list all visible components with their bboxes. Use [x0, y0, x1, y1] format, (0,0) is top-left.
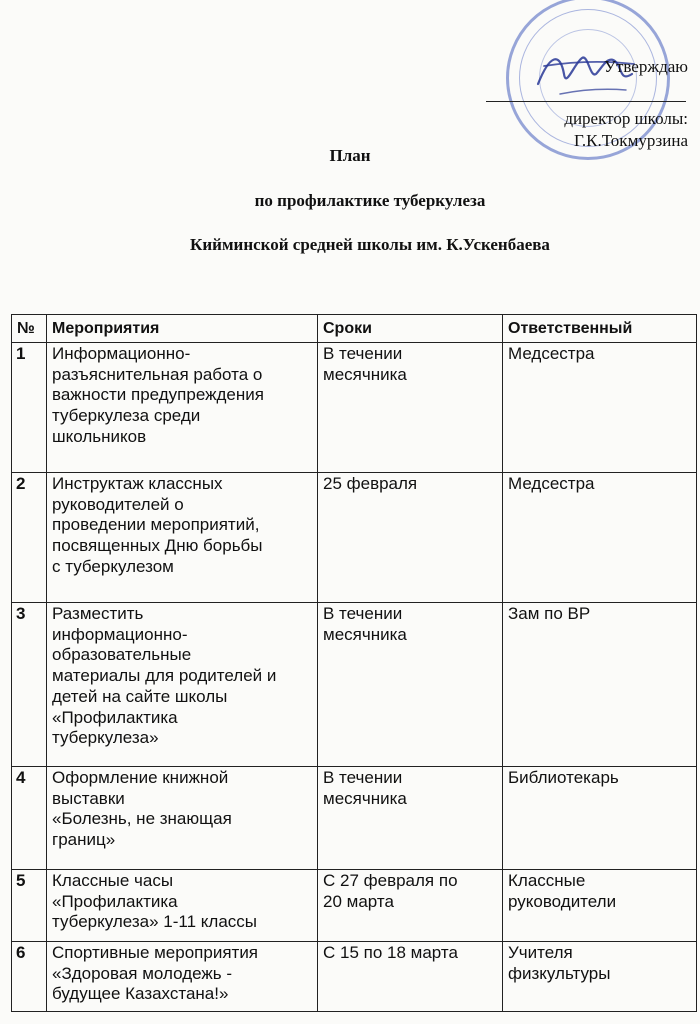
event-line: информационно- — [52, 624, 188, 644]
director-name: Г.К.Токмурзина — [573, 131, 688, 150]
event-line: руководителей о — [52, 494, 184, 514]
responsible-line: Медсестра — [508, 344, 595, 363]
event-line: «Здоровая молодежь - — [52, 963, 232, 983]
table-row — [12, 942, 697, 1012]
table-row — [12, 767, 697, 870]
date-cell — [318, 942, 503, 1012]
responsible-line: руководители — [508, 891, 617, 911]
table-body — [12, 343, 697, 1012]
header-events: Мероприятия — [47, 315, 318, 343]
responsible-line: физкультуры — [508, 963, 611, 983]
row-number: 2 — [12, 473, 47, 603]
event-line: границ» — [52, 830, 116, 850]
event-line: образовательные — [52, 645, 192, 665]
approval-block — [490, 0, 700, 160]
event-line: Спортивные мероприятия — [52, 943, 259, 962]
event-line: с туберкулезом — [52, 556, 174, 576]
event-line: Инструктаж классных — [52, 474, 223, 493]
event-line: важности предупреждения — [52, 385, 264, 405]
approve-word: Утверждаю — [603, 57, 688, 76]
date-line: В течении — [323, 604, 403, 623]
date-line: 20 марта — [323, 891, 394, 911]
row-number: 1 — [12, 343, 47, 473]
table-row — [12, 473, 697, 603]
event-cell — [47, 767, 318, 870]
date-line: 25 февраля — [323, 474, 418, 493]
date-line: С 15 по 18 марта — [323, 943, 458, 962]
event-line: туберкулеза» — [52, 728, 159, 748]
event-cell — [47, 942, 318, 1012]
event-line: «Профилактика — [52, 891, 178, 911]
plan-table — [11, 314, 697, 1012]
date-line: месячника — [323, 624, 407, 644]
responsible-cell — [503, 603, 697, 767]
responsible-line: Классные — [508, 871, 586, 890]
responsible-line: Медсестра — [508, 474, 595, 493]
table-header-row — [12, 315, 697, 343]
responsible-cell — [503, 343, 697, 473]
header-responsible: Ответственный — [503, 315, 697, 343]
header-dates: Сроки — [318, 315, 503, 343]
row-number: 4 — [12, 767, 47, 870]
school-name: Кийминской средней школы им. К.Ускенбаева — [190, 235, 550, 254]
header-number: № — [12, 315, 47, 343]
responsible-line: Библиотекарь — [508, 768, 619, 787]
responsible-cell — [503, 473, 697, 603]
row-number: 6 — [12, 942, 47, 1012]
date-cell — [318, 767, 503, 870]
event-line: Классные часы — [52, 871, 174, 890]
event-line: туберкулеза среди — [52, 406, 201, 426]
table-row — [12, 870, 697, 942]
row-number: 3 — [12, 603, 47, 767]
date-line: месячника — [323, 364, 407, 384]
event-cell — [47, 870, 318, 942]
date-cell — [318, 473, 503, 603]
event-line: разъяснительная работа о — [52, 364, 263, 384]
event-line: посвященных Дню борьбы — [52, 536, 263, 556]
event-line: детей на сайте школы — [52, 686, 228, 706]
responsible-line: Зам по ВР — [508, 604, 591, 623]
event-line: Разместить — [52, 604, 144, 623]
date-line: В течении — [323, 768, 403, 787]
signature-line — [486, 101, 686, 102]
event-line: туберкулеза» 1-11 классы — [52, 912, 258, 932]
date-line: С 27 февраля по — [323, 871, 458, 890]
director-position: директор школы: — [564, 109, 688, 128]
event-line: выставки — [52, 788, 125, 808]
event-cell — [47, 343, 318, 473]
event-line: «Профилактика — [52, 707, 178, 727]
date-cell — [318, 870, 503, 942]
date-cell — [318, 603, 503, 767]
table-row — [12, 343, 697, 473]
event-line: школьников — [52, 426, 147, 446]
table-row — [12, 603, 697, 767]
date-line: В течении — [323, 344, 403, 363]
date-line: месячника — [323, 788, 407, 808]
responsible-line: Учителя — [508, 943, 573, 962]
event-line: Оформление книжной — [52, 768, 229, 787]
event-line: проведении мероприятий, — [52, 515, 260, 535]
document-title: План — [329, 146, 371, 165]
responsible-cell — [503, 767, 697, 870]
event-cell — [47, 603, 318, 767]
date-cell — [318, 343, 503, 473]
event-line: будущее Казахстана!» — [52, 984, 229, 1004]
responsible-cell — [503, 942, 697, 1012]
event-line: «Болезнь, не знающая — [52, 809, 232, 829]
event-line: материалы для родителей и — [52, 666, 277, 686]
row-number: 5 — [12, 870, 47, 942]
document-subtitle: по профилактике туберкулеза — [254, 191, 486, 210]
event-line: Информационно- — [52, 344, 191, 363]
event-cell — [47, 473, 318, 603]
responsible-cell — [503, 870, 697, 942]
